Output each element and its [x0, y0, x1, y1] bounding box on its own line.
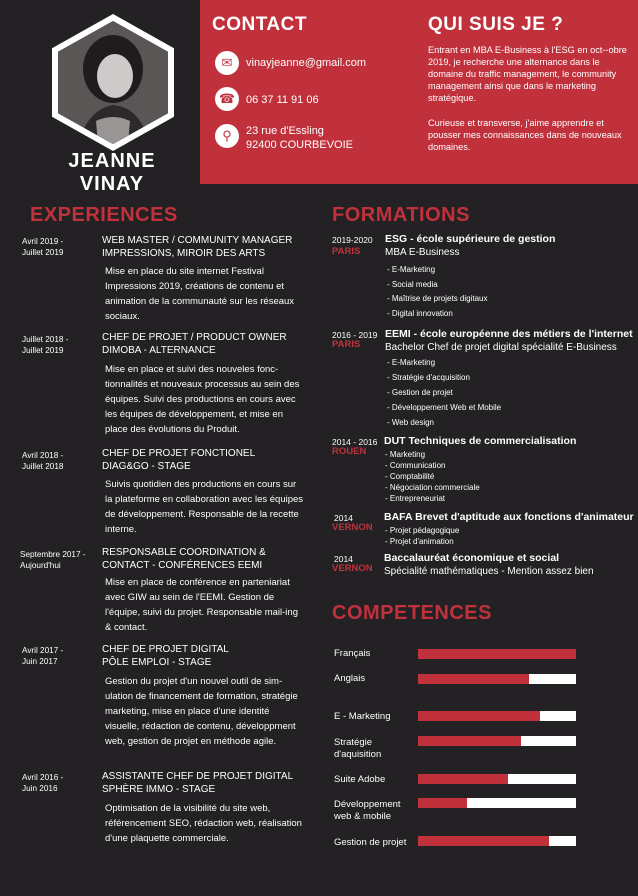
experience-date-end: Juin 2017 [22, 657, 58, 666]
experience-description: Gestion du projet d'un nouvel outil de sim-ulation de financement de formation, stratégie marketing, mise en place d'une identité visuelle, rédaction de contenu, développment web, gestion de projet en méthode agile. [105, 676, 298, 747]
phone-icon: ☎ [215, 87, 239, 111]
formation-topic: - Comptabilité [385, 472, 435, 481]
experience-title [102, 235, 292, 260]
experience-date-end: Aujourd'hui [20, 561, 61, 570]
skill-label [334, 737, 381, 761]
experience-company: PÔLE EMPLOI - STAGE [102, 656, 212, 668]
skill-bar-fill [418, 674, 529, 684]
formation-year: 2014 [334, 513, 353, 523]
contact-address-line1: 23 rue d'Essling [246, 125, 324, 137]
experience-date [22, 236, 102, 258]
experience-title [102, 448, 255, 473]
experience-description: Mise en place de conférence en parteniariat avec GIW au sein de l'EEMI. Gestion de l'équipe, suivi du projet. Responsable mail-ing & contact. [105, 577, 298, 633]
experience-role: CHEF DE PROJET / PRODUCT OWNER [102, 332, 287, 343]
skill-label: Français [334, 648, 371, 659]
formation-city: PARIS [332, 339, 361, 350]
contact-phone[interactable]: 06 37 11 91 06 [246, 94, 319, 106]
about-heading: QUI SUIS JE ? [428, 14, 564, 35]
skill-label-line1: Développement [334, 799, 401, 810]
experience-company: SPHÈRE IMMO - STAGE [102, 783, 216, 795]
experience-description: Mise en place et suivi des nouveles fonc-tionnalités et nouveaux processus au sein des équipes. Suivi des productions en cours avec les équipes de développement, et mise en place des évolutions du Produit. [105, 364, 300, 435]
experience-date [22, 645, 102, 667]
formation-topic: - Web design [387, 418, 434, 427]
experience-title [102, 644, 229, 669]
formation-city: PARIS [332, 246, 361, 257]
skill-label: Gestion de projet [334, 837, 407, 848]
experience-date [22, 450, 102, 472]
formation-city: ROUEN [332, 446, 367, 457]
experience-company: IMPRESSIONS, MIROIR DES ARTS [102, 247, 266, 259]
skill-bar-fill [418, 798, 467, 808]
formation-title: ESG - école supérieure de gestion [385, 233, 556, 245]
skill-label-line2: web & mobile [334, 811, 392, 822]
experience-company: DIAG&GO - STAGE [102, 460, 191, 472]
formation-topic: - Communication [385, 461, 446, 470]
experience-date-start: Avril 2016 - [22, 773, 64, 782]
formation-topic: - Projet d'animation [385, 537, 454, 546]
formation-topic: - Digital innovation [387, 309, 453, 318]
experience-description: Optimisation de la visibilité du site web, référencement SEO, rédaction web, réalisation d'une plaquette commerciale. [105, 803, 302, 844]
experience-description: Mise en place du site internet Festival Impressions 2019, créations de contenu et animation de la communauté sur les réseaux sociaux. [105, 266, 295, 322]
experience-role: CHEF DE PROJET FONCTIONEL [102, 448, 256, 459]
skill-bar-fill [418, 774, 508, 784]
formation-year: 2019-2020 [332, 235, 373, 245]
formation-topic: - Social media [387, 280, 438, 289]
formation-topic: - Entrepreneuriat [385, 494, 446, 503]
contact-heading: CONTACT [212, 14, 307, 35]
skill-bar [418, 836, 576, 846]
experience-date-start: Avril 2017 - [22, 646, 64, 655]
experience-date-end: Juillet 2018 [22, 462, 64, 471]
formation-topic: - Gestion de projet [387, 388, 453, 397]
formation-title: BAFA Brevet d'aptitude aux fonctions d'animateur [384, 511, 634, 523]
formation-topic: - Négociation commerciale [385, 483, 480, 492]
formation-subtitle: Spécialité mathématiques - Mention assez bien [384, 566, 594, 577]
formation-topic: - Maîtrise de projets digitaux [387, 294, 488, 303]
experience-title [102, 332, 287, 357]
skill-bar [418, 711, 576, 721]
formation-title: Baccalauréat économique et social [384, 552, 560, 564]
person-name: JEANNE VINAY [68, 150, 156, 195]
skill-bar-fill [418, 711, 540, 721]
skill-bar [418, 736, 576, 746]
experience-role: CHEF DE PROJET DIGITAL [102, 644, 229, 655]
experience-company: DIMOBA - ALTERNANCE [102, 344, 216, 356]
experience-date-start: Avril 2019 - [22, 237, 64, 246]
skill-bar [418, 674, 576, 684]
formation-title: DUT Techniques de commercialisation [384, 435, 577, 447]
experience-date-end: Juillet 2019 [22, 346, 64, 355]
formation-year: 2014 - 2016 [332, 437, 378, 447]
experience-date [22, 772, 102, 794]
experience-role: WEB MASTER / COMMUNITY MANAGER [102, 235, 293, 246]
skill-bar [418, 798, 576, 808]
competences-heading: COMPETENCES [332, 602, 492, 624]
skill-label-line2: d'aquisition [334, 749, 382, 760]
formation-city: VERNON [332, 522, 373, 533]
experience-date-end: Juin 2016 [22, 784, 58, 793]
experience-title [102, 547, 266, 572]
formation-subtitle: Bachelor Chef de projet digital spécialité E-Business [385, 342, 617, 353]
experience-description: Suivis quotidien des productions en cours sur la plateforme en collaboration avec les équipes de développement. Responsable de la recette interne. [105, 479, 304, 535]
formation-topic: - Marketing [385, 450, 426, 459]
experience-date-start: Juillet 2018 - [22, 335, 69, 344]
skill-label [334, 799, 401, 823]
envelope-icon: ✉ [215, 51, 239, 75]
experience-date-end: Juillet 2019 [22, 248, 64, 257]
contact-email[interactable]: vinayjeanne@gmail.com [246, 57, 367, 69]
about-paragraph-1: Entrant en MBA E-Business à l'ESG en oct--obre 2019, je recherche une alternance dans le domaine du traffic management, le community management ainsi que dans le marketing stratégique. [428, 45, 627, 103]
formation-topic: - E-Marketing [387, 265, 436, 274]
formation-title: EEMI - école européenne des métiers de l'internet [385, 328, 633, 340]
location-pin-icon: ⚲ [215, 124, 239, 148]
skill-bar [418, 774, 576, 784]
formation-subtitle: MBA E-Business [385, 247, 460, 258]
skill-label: E - Marketing [334, 711, 391, 722]
skill-bar-fill [418, 736, 521, 746]
formation-city: VERNON [332, 563, 373, 574]
about-text [428, 44, 628, 153]
formation-topic: - Projet pédagogique [385, 526, 460, 535]
formation-year: 2014 [334, 554, 353, 564]
experiences-heading: EXPERIENCES [30, 204, 178, 226]
skill-label: Suite Adobe [334, 774, 386, 785]
experience-company: CONTACT - CONFÉRENCES EEMI [102, 559, 263, 571]
experience-date [20, 549, 100, 571]
about-paragraph-2: Curieuse et transverse, j'aime apprendre et pousser mes connaissances dans de nouveaux domaines. [428, 118, 622, 152]
formation-topic: - Développement Web et Mobile [387, 403, 502, 412]
formation-topic: - E-Marketing [387, 358, 436, 367]
skill-bar-fill [418, 649, 576, 659]
formation-year: 2016 - 2019 [332, 330, 378, 340]
skill-label-line1: Stratégie [334, 737, 373, 748]
experience-date-start: Avril 2018 - [22, 451, 64, 460]
skill-bar-fill [418, 836, 549, 846]
formation-topic: - Stratégie d'acquisition [387, 373, 470, 382]
contact-address-line2: 92400 COURBEVOIE [246, 139, 353, 151]
skill-bar [418, 649, 576, 659]
formations-heading: FORMATIONS [332, 204, 470, 226]
experience-role: ASSISTANTE CHEF DE PROJET DIGITAL [102, 771, 294, 782]
skill-label: Anglais [334, 673, 366, 684]
experience-date-start: Septembre 2017 - [20, 550, 86, 559]
experience-title [102, 771, 293, 796]
experience-role: RESPONSABLE COORDINATION & [102, 547, 266, 558]
experience-date [22, 334, 102, 356]
